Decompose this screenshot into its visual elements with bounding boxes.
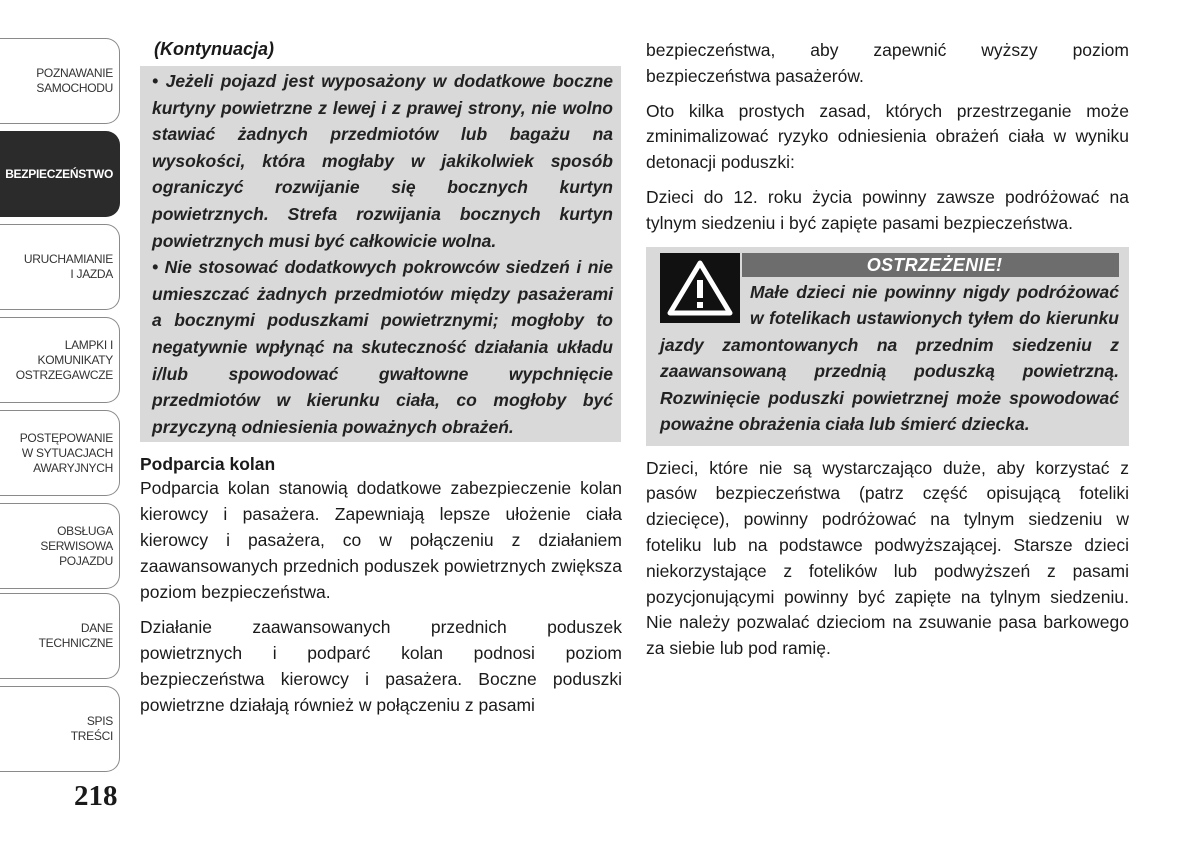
tab-label: SPIS TREŚCI: [70, 714, 113, 743]
paragraph: Oto kilka prostych zasad, których przestrzeganie może zminimalizować ryzyko odniesienia obrażeń ciała w wyniku detonacji poduszki:: [646, 100, 1129, 173]
warning-text: Małe dzieci nie powinny nigdy podróżować w fotelikach ustawionych tyłem do kierunku jazdy zamontowanych na przednim siedzeniu z zaawansowaną przednią poduszką powietrzną. Rozwinięcie poduszki powietrznej może spowodować poważne obrażenia ciała lub śmierć dziecka.: [660, 281, 1119, 435]
paragraph: Dzieci, które nie są wystarczająco duże, aby korzystać z pasów bezpieczeństwa (patrz część opisującą foteliki dziecięce), powinny podróżować na tylnym siedzeniu w foteliku lub na podstawce podwyższającej. Starsze dzieci niekorzystające z fotelików lub podwyższeń z pasami pozycjonującymi powinny być zapięte na tylnym siedzeniu. Nie należy pozwalać dzieciom na zsuwanie pasa barkowego za siebie lub pod ramię.: [646, 457, 1129, 659]
tab-label: LAMPKI I KOMUNIKATY OSTRZEGAWCZE: [15, 337, 113, 382]
page-number: 218: [74, 780, 118, 812]
tab-label: POSTĘPOWANIE W SYTUACJACH AWARYJNYCH: [19, 430, 113, 475]
tab-lampki-i-komunikaty[interactable]: [0, 317, 120, 403]
tab-dane-techniczne[interactable]: [0, 593, 120, 679]
tab-postepowanie-awaryjne[interactable]: [0, 410, 120, 496]
section-heading: Podparcia kolan: [140, 454, 276, 475]
paragraph: bezpieczeństwa, aby zapewnić wyższy poziom bezpieczeństwa pasażerów.: [646, 40, 1129, 86]
warning-triangle-icon: [660, 253, 740, 323]
caution-box: [140, 66, 621, 442]
paragraph: Działanie zaawansowanych przednich poduszek powietrznych i podparć kolan podnosi poziom bezpieczeństwa kierowcy i pasażera. Boczne poduszki powietrzne działają również w połączeniu z pasami: [140, 617, 622, 715]
left-column: [140, 36, 622, 728]
tab-poznawanie-samochodu[interactable]: [0, 38, 120, 124]
tab-label: POZNAWANIE SAMOCHODU: [36, 66, 113, 95]
warning-box: [646, 247, 1129, 446]
tab-label: OBSŁUGA SERWISOWA POJAZDU: [40, 523, 113, 568]
warning-title: OSTRZEŻENIE!: [742, 253, 1119, 277]
right-column: [646, 38, 1129, 671]
paragraph: Dzieci do 12. roku życia powinny zawsze podróżować na tylnym siedzeniu i być zapięte pasami bezpieczeństwa.: [646, 186, 1129, 233]
tab-label: BEZPIECZEŃSTWO: [5, 166, 113, 181]
paragraph: Podparcia kolan stanowią dodatkowe zabezpieczenie kolan kierowcy i pasażera. Zapewniają lepsze ułożenie ciała kierowcy i pasażera, co w połączeniu z działaniem zaawansowanych przednich poduszek powietrznych zwiększa poziom bezpieczeństwa.: [140, 478, 622, 602]
caution-bullet-curtain: • Jeżeli pojazd jest wyposażony w dodatkowe boczne kurtyny powietrzne z lewej i z prawej strony, nie wolno stawiać żadnych przedmiotów lub bagażu na wysokości, która mogłaby w jakikolwiek sposób ograniczyć rozwijanie się bocznych kurtyn powietrznych. Strefa rozwijania bocznych kurtyn powietrznych musi być całkowicie wolna.: [152, 71, 613, 251]
tab-spis-tresci[interactable]: [0, 686, 120, 772]
tab-label: DANE TECHNICZNE: [38, 621, 113, 650]
tab-obsluga-serwisowa[interactable]: [0, 503, 120, 589]
continuation-label: (Kontynuacja): [154, 39, 275, 59]
caution-bullet-seatcovers: • Nie stosować dodatkowych pokrowców siedzeń i nie umieszczać żadnych przedmiotów między pasażerami a bocznymi poduszkami powietrznymi; mogłoby to negatywnie wpłynąć na skuteczność działania układu i/lub spowodować gwałtowne wypchnięcie przedmiotów w kierunku ciała, co mogłoby być przyczyną odniesienia poważnych obrażeń.: [152, 257, 613, 437]
tab-bezpieczenstwo[interactable]: [0, 131, 120, 217]
tab-label: URUCHAMIANIE I JAZDA: [23, 252, 113, 281]
tab-uruchamianie-i-jazda[interactable]: [0, 224, 120, 310]
